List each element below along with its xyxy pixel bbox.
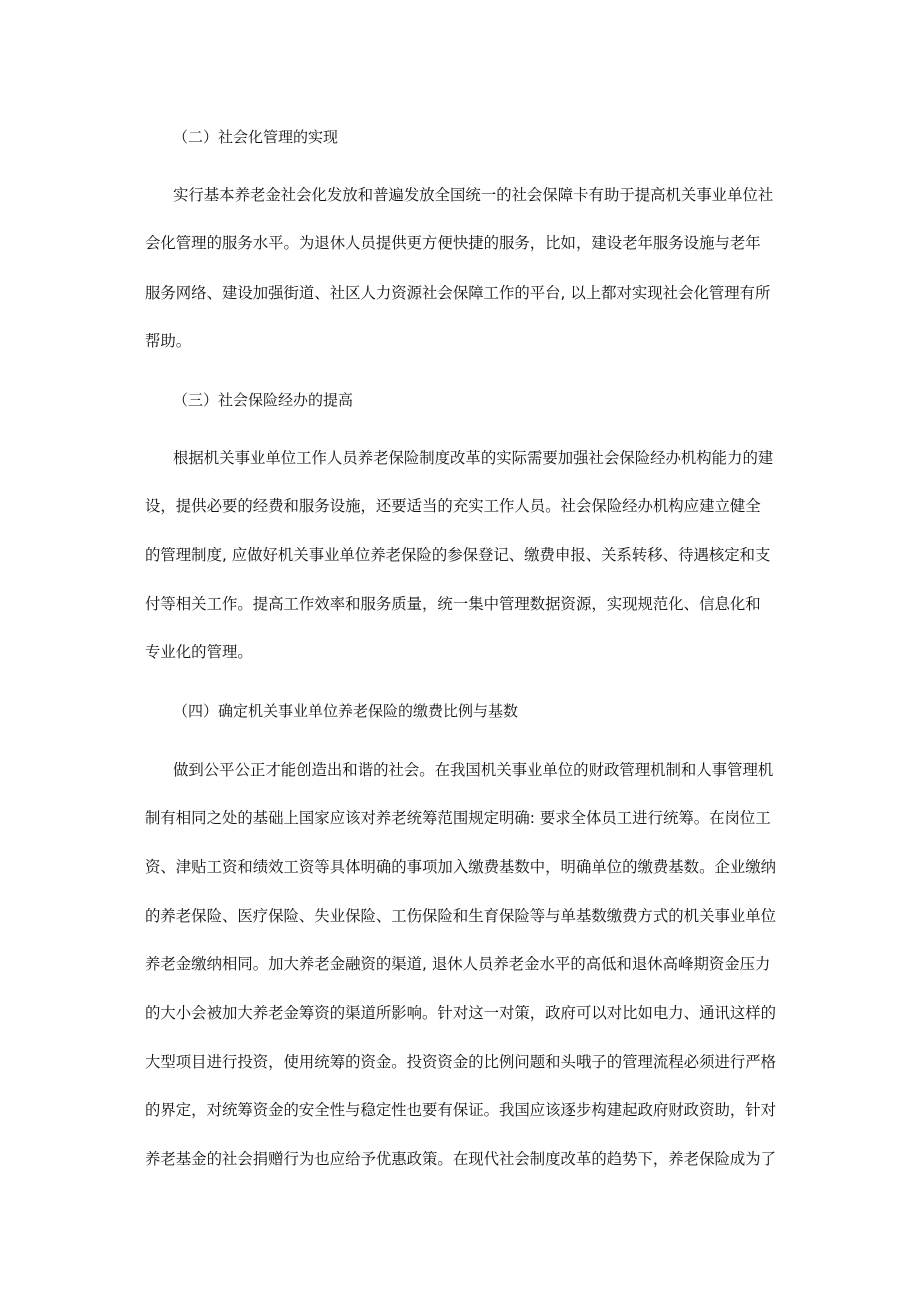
paragraph-line: 的界定，对统筹资金的安全性与稳定性也要有保证。我国应该逐步构建起政府财政资助，针对 [145, 1101, 777, 1119]
paragraph-line: 养老金缴纳相同。加大养老金融资的渠道, 退休人员养老金水平的高低和退休高峰期资金压力 [145, 955, 771, 973]
paragraph-line: 做到公平公正才能创造出和谐的社会。在我国机关事业单位的财政管理机制和人事管理机 [173, 761, 774, 779]
paragraph-line: 付等相关工作。提高工作效率和服务质量，统一集中管理数据资源，实现规范化、信息化和 [145, 595, 761, 613]
section-heading-4: （四）确定机关事业单位养老保险的缴费比例与基数 [173, 702, 519, 720]
paragraph-line: 制有相同之处的基础上国家应该对养老统筹范围规定明确: 要求全体员工进行统筹。在岗位工 [145, 809, 771, 827]
paragraph-line: 的养老保险、医疗保险、失业保险、工伤保险和生育保险等与单基数缴费方式的机关事业单位 [145, 907, 777, 925]
paragraph-line: 的管理制度, 应做好机关事业单位养老保险的参保登记、缴费申报、关系转移、待遇核定和支 [145, 546, 771, 564]
paragraph-line: 根据机关事业单位工作人员养老保险制度改革的实际需要加强社会保险经办机构能力的建 [173, 449, 774, 467]
section-heading-3: （三）社会保险经办的提高 [173, 391, 354, 409]
paragraph-line: 的大小会被加大养老金筹资的渠道所影响。针对这一对策，政府可以对比如电力、通讯这样的 [145, 1004, 777, 1022]
paragraph-line: 资、津贴工资和绩效工资等具体明确的事项加入缴费基数中，明确单位的缴费基数。企业缴纳 [145, 858, 777, 876]
paragraph-line: 服务网络、建设加强街道、社区人力资源社会保障工作的平台, 以上都对实现社会化管理有所 [145, 284, 771, 302]
paragraph-line: 设，提供必要的经费和服务设施，还要适当的充实工作人员。社会保险经办机构应建立健全 [145, 497, 761, 515]
paragraph-line: 实行基本养老金社会化发放和普遍发放全国统一的社会保障卡有助于提高机关事业单位社 [173, 186, 774, 204]
paragraph-line: 大型项目进行投资，使用统筹的资金。投资资金的比例问题和头哦子的管理流程必须进行严格 [145, 1053, 777, 1071]
section-heading-2: （二）社会化管理的实现 [173, 128, 339, 146]
paragraph-line: 会化管理的服务水平。为退休人员提供更方便快捷的服务，比如，建设老年服务设施与老年 [145, 234, 761, 252]
paragraph-line: 专业化的管理。 [145, 643, 253, 661]
paragraph-line: 养老基金的社会捐赠行为也应给予优惠政策。在现代社会制度改革的趋势下，养老保险成为了 [145, 1150, 777, 1168]
paragraph-line: 帮助。 [145, 332, 192, 350]
